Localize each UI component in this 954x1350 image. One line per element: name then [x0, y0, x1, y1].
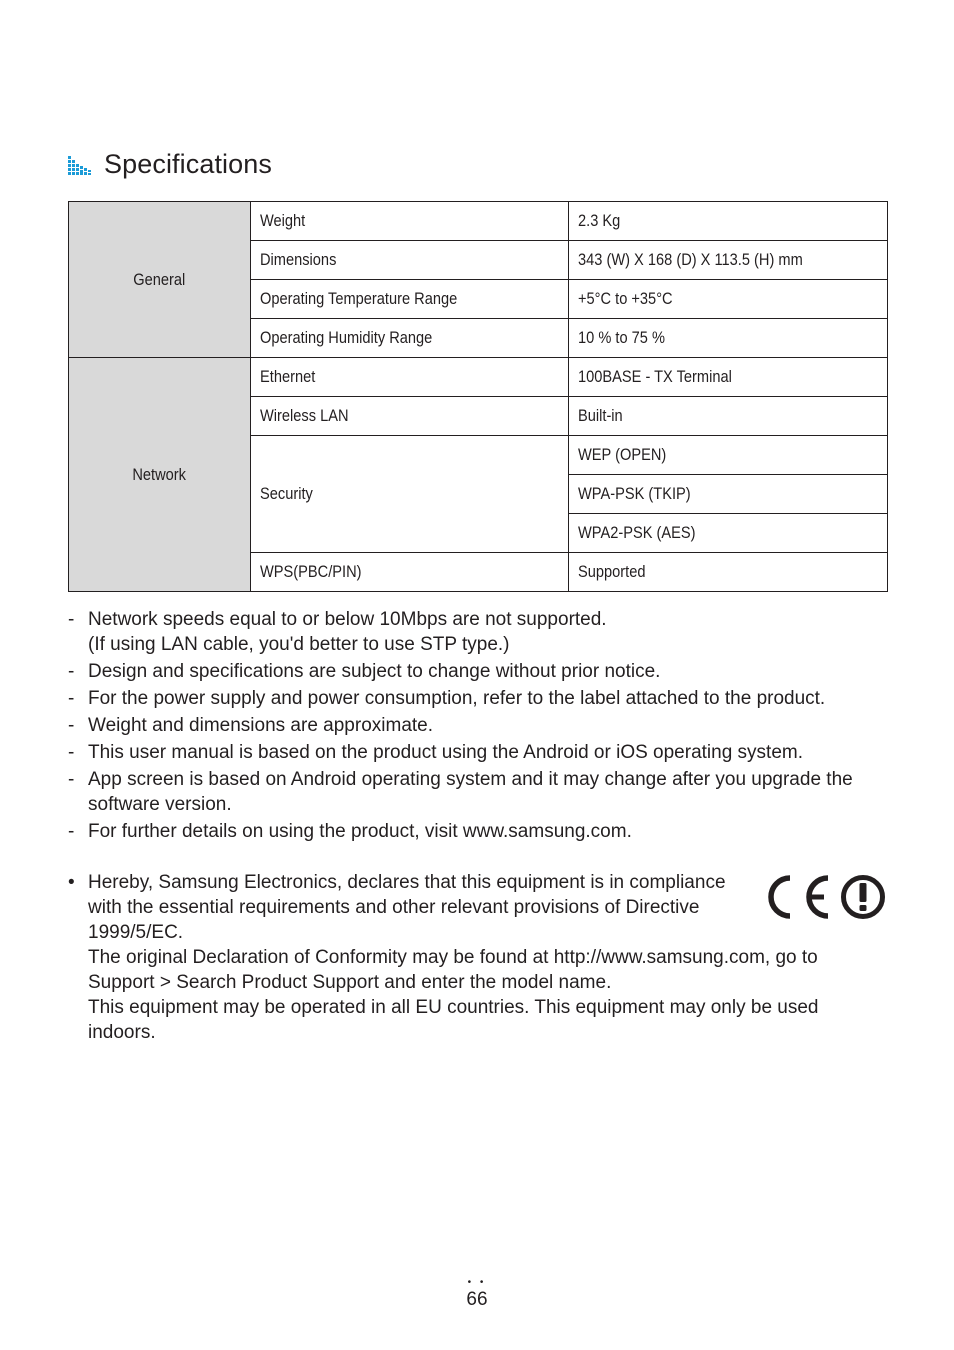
section-header	[68, 146, 272, 182]
specifications-table	[68, 201, 888, 592]
dash-bullet: -	[68, 769, 75, 790]
spec-item: Security	[251, 436, 569, 553]
spec-item: WPS(PBC/PIN)	[251, 553, 569, 592]
list-item: - For the power supply and power consumption, refer to the label attached to the product.	[68, 688, 826, 709]
declaration-line: 1999/5/EC.	[88, 922, 184, 943]
list-item: - App screen is based on Android operating system and it may change after you upgrade the software version.	[68, 769, 853, 815]
notes-list	[64, 607, 894, 846]
dash-bullet: -	[68, 715, 75, 736]
page-marker: • •	[467, 1277, 487, 1288]
declaration-line: The original Declaration of Conformity may be found at http://www.samsung.com, go to	[88, 947, 818, 968]
list-item: - Design and specifications are subject to change without prior notice.	[68, 661, 661, 682]
declaration-line: with the essential requirements and other relevant provisions of Directive	[88, 897, 700, 918]
group-general: General	[69, 202, 251, 358]
declaration-line: Support > Search Product Support and enter the model name.	[88, 972, 612, 993]
group-network: Network	[69, 358, 251, 592]
list-item: - Network speeds equal to or below 10Mbps are not supported. (If using LAN cable, you'd better to use STP type.)	[68, 609, 607, 655]
list-item: - For further details on using the product, visit www.samsung.com.	[68, 821, 632, 842]
page-number	[0, 1278, 954, 1311]
list-item: - Weight and dimensions are approximate.	[68, 715, 434, 736]
list-item: - This user manual is based on the product using the Android or iOS operating system.	[68, 742, 804, 763]
spec-value: WEP (OPEN)	[569, 436, 888, 475]
spec-value: 2.3 Kg	[569, 202, 888, 241]
spec-value: WPA2-PSK (AES)	[569, 514, 888, 553]
dash-bullet: -	[68, 661, 75, 682]
spec-value: 343 (W) X 168 (D) X 113.5 (H) mm	[569, 241, 888, 280]
spec-item: Dimensions	[251, 241, 569, 280]
spec-item: Wireless LAN	[251, 397, 569, 436]
spec-value: 10 % to 75 %	[569, 319, 888, 358]
spec-value: Supported	[569, 553, 888, 592]
spec-item: Weight	[251, 202, 569, 241]
declaration-line: Hereby, Samsung Electronics, declares that this equipment is in compliance	[88, 872, 726, 893]
spec-item: Operating Temperature Range	[251, 280, 569, 319]
table-row	[69, 202, 888, 241]
spec-value: WPA-PSK (TKIP)	[569, 475, 888, 514]
table-row	[69, 358, 888, 397]
spec-item: Ethernet	[251, 358, 569, 397]
page-title: Specifications	[104, 148, 272, 179]
declaration-line: indoors.	[88, 1022, 156, 1043]
spec-value: +5°C to +35°C	[569, 280, 888, 319]
spec-value: 100BASE - TX Terminal	[569, 358, 888, 397]
spec-item: Operating Humidity Range	[251, 319, 569, 358]
dash-bullet: -	[68, 821, 75, 842]
dash-bullet: -	[68, 688, 75, 709]
ce-alert-mark-icon	[764, 872, 888, 922]
declaration-line: This equipment may be operated in all EU countries. This equipment may only be used	[88, 997, 819, 1018]
dot-bullet: •	[68, 872, 75, 893]
dash-bullet: -	[68, 609, 75, 630]
page-number-text: 66	[466, 1289, 488, 1310]
dash-bullet: -	[68, 742, 75, 763]
bar-graph-icon	[68, 151, 93, 177]
spec-value: Built-in	[569, 397, 888, 436]
